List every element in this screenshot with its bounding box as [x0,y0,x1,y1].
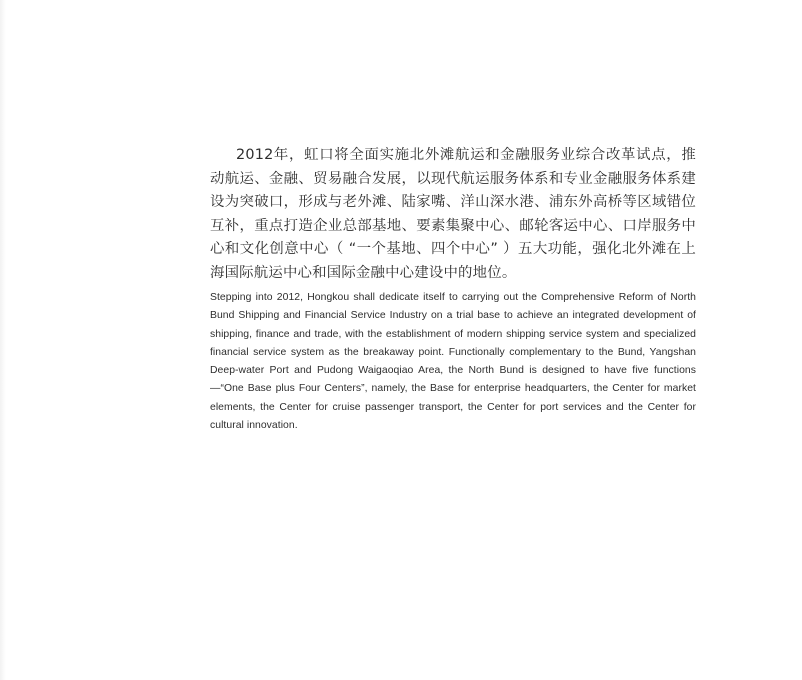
document-body [210,144,696,435]
english-paragraph: Stepping into 2012, Hongkou shall dedicate itself to carrying out the Comprehensive Reform of North Bund Shipping and Financial Service Industry on a trial base to achieve an integrated development of shipping, finance and trade, with the establishment of modern shipping service system and specialized financial service system as the breakaway point. Functionally complementary to the Bund, Yangshan Deep-water Port and Pudong Waigaoqiao Area, the North Bund is designed to have five functions—“One Base plus Four Centers”, namely, the Base for enterprise headquarters, the Center for market elements, the Center for cruise passenger transport, the Center for port services and the Center for cultural innovation. [210,292,696,432]
page-left-edge-shadow [0,0,6,680]
chinese-paragraph: 2012年，虹口将全面实施北外滩航运和金融服务业综合改革试点，推动航运、金融、贸易融合发展，以现代航运服务体系和专业金融服务体系建设为突破口，形成与老外滩、陆家嘴、洋山深水港、浦东外高桥等区域错位互补，重点打造企业总部基地、要素集聚中心、邮轮客运中心、口岸服务中心和文化创意中心（ “一个基地、四个中心” ）五大功能，强化北外滩在上海国际航运中心和国际金融中心建设中的地位。 [210,147,696,281]
